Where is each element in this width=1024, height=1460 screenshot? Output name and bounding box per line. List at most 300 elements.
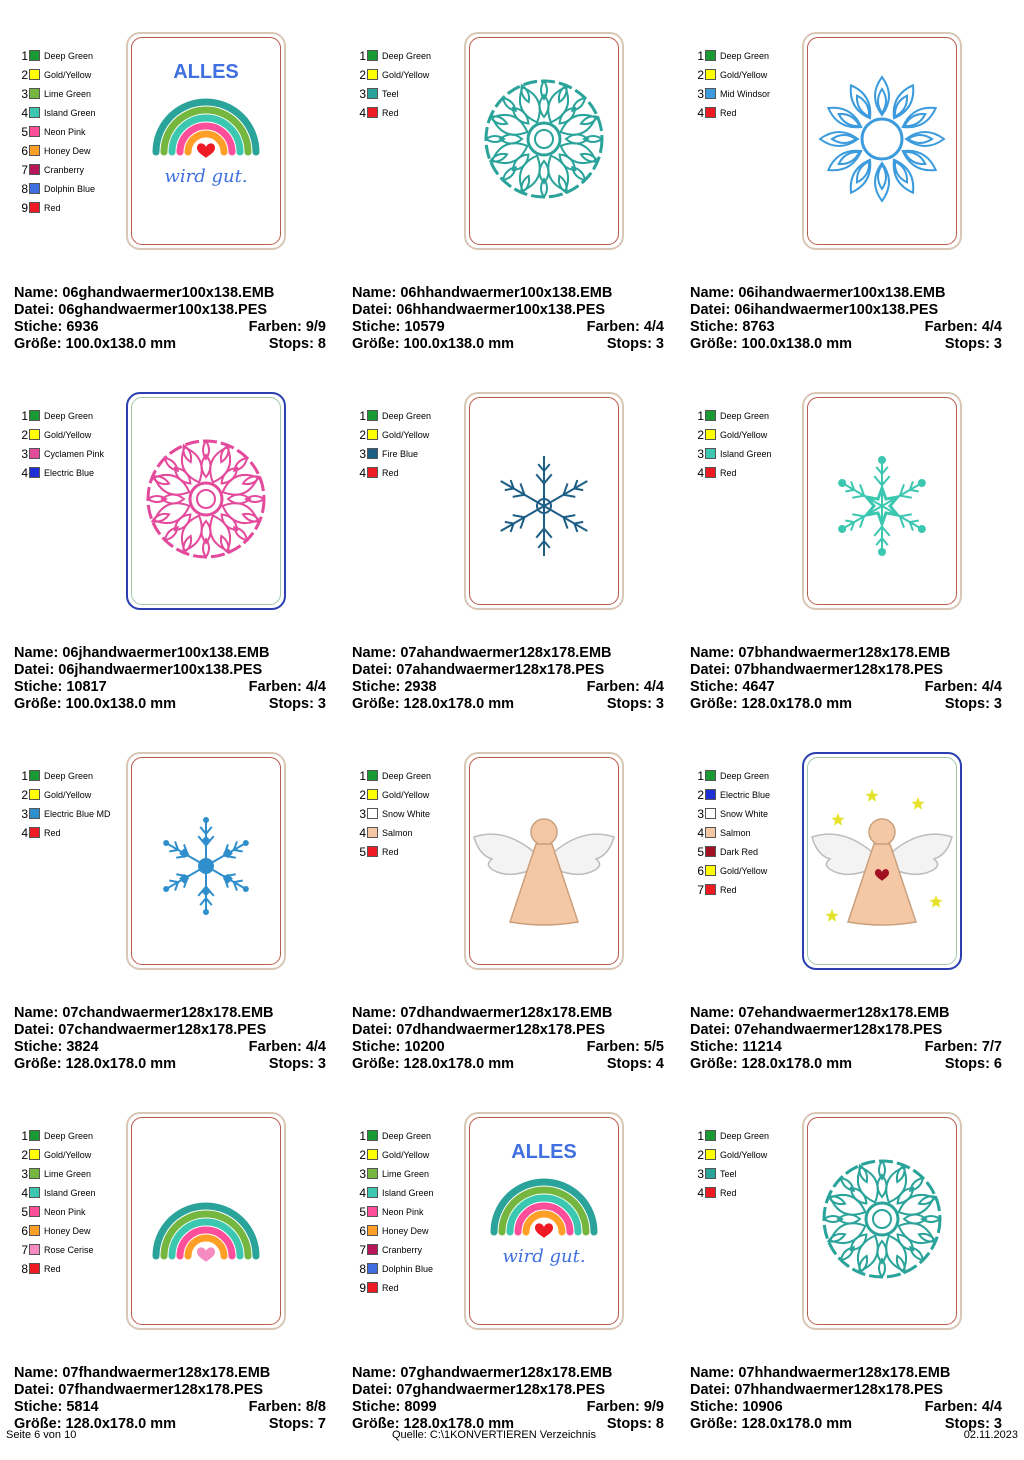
stitch-count: 10817 [66, 679, 107, 695]
thread-row [696, 444, 806, 463]
thread-swatch [705, 846, 716, 857]
thread-swatch [705, 69, 716, 80]
design-preview [464, 1112, 624, 1330]
stops-label: Stops: [606, 1056, 652, 1072]
info-line [14, 1365, 326, 1382]
thread-name: Gold/Yellow [44, 789, 92, 800]
info-left [352, 1056, 514, 1073]
thread-row [358, 1240, 468, 1259]
thread-name: Lime Green [382, 1168, 430, 1179]
design-file: 07chandwaermer128x178.PES [58, 1022, 267, 1038]
thread-row [358, 823, 468, 842]
info-left [14, 1005, 274, 1022]
colors-label: Farben: [586, 1039, 640, 1055]
thread-swatch [29, 448, 40, 459]
thread-row [358, 406, 468, 425]
design-card [338, 380, 676, 740]
thread-name: Red [44, 202, 61, 213]
thread-row [358, 1183, 468, 1202]
info-line [14, 696, 326, 713]
info-left [352, 1382, 605, 1399]
info-line [690, 1399, 1002, 1416]
thread-row [20, 122, 130, 141]
thread-name: Deep Green [44, 770, 94, 781]
design-size: 100.0x138.0 mm [403, 336, 514, 352]
thread-swatch [29, 1130, 40, 1141]
thread-name: Cranberry [382, 1244, 423, 1255]
thread-name: Gold/Yellow [720, 429, 768, 440]
thread-swatch [367, 1187, 378, 1198]
thread-swatch [29, 808, 40, 819]
info-line [690, 285, 1002, 302]
thread-swatch [29, 126, 40, 137]
embroidery-preview [466, 394, 622, 608]
info-left [14, 1399, 99, 1416]
design-preview [802, 1112, 962, 1330]
thread-swatch [705, 770, 716, 781]
stitches-label: Stiche: [690, 679, 739, 695]
stitch-count: 5814 [66, 1399, 99, 1415]
info-line [690, 696, 1002, 713]
thread-swatch [29, 88, 40, 99]
info-line [352, 662, 664, 679]
design-preview [802, 32, 962, 250]
stitches-label: Stiche: [352, 1039, 401, 1055]
size-label: Größe: [690, 1056, 738, 1072]
name-label: Name: [352, 285, 397, 301]
design-preview [126, 752, 286, 970]
stitch-count: 8099 [404, 1399, 437, 1415]
file-label: Datei: [352, 302, 393, 318]
design-card [0, 740, 338, 1100]
thread-swatch [29, 183, 40, 194]
design-size: 100.0x138.0 mm [65, 696, 176, 712]
thread-swatch [29, 827, 40, 838]
thread-number: 4 [21, 825, 28, 840]
thread-swatch [29, 145, 40, 156]
file-label: Datei: [352, 1022, 393, 1038]
info-left [14, 1365, 270, 1382]
info-line [690, 1022, 1002, 1039]
info-line [352, 1382, 664, 1399]
thread-legend [358, 1126, 468, 1297]
stitch-count: 11214 [742, 1039, 782, 1055]
stitches-label: Stiche: [14, 319, 63, 335]
thread-row [20, 444, 130, 463]
thread-name: Dolphin Blue [44, 183, 96, 194]
thread-number: 4 [359, 1185, 366, 1200]
design-name: 06ihandwaermer100x138.EMB [738, 285, 946, 301]
thread-swatch [705, 808, 716, 819]
thread-swatch [29, 467, 40, 478]
info-line [14, 302, 326, 319]
angel-motif [812, 789, 952, 925]
motif-text-top: ALLES [511, 1141, 577, 1163]
design-info [690, 1005, 1002, 1073]
thread-number: 2 [359, 1147, 366, 1162]
info-line [690, 1382, 1002, 1399]
thread-row [20, 1126, 130, 1145]
info-line [690, 1039, 1002, 1056]
design-preview [126, 32, 286, 250]
file-label: Datei: [14, 1382, 55, 1398]
embroidery-preview [128, 34, 284, 248]
info-left [690, 302, 938, 319]
thread-row [20, 1145, 130, 1164]
thread-name: Red [720, 884, 737, 895]
thread-number: 3 [359, 86, 366, 101]
info-left [352, 1022, 605, 1039]
thread-number: 6 [697, 863, 704, 878]
colors-label: Farben: [586, 679, 640, 695]
stops-label: Stops: [606, 696, 652, 712]
thread-number: 4 [359, 105, 366, 120]
thread-row [696, 84, 806, 103]
thread-row [20, 198, 130, 217]
stop-count: 3 [317, 696, 326, 712]
design-info [14, 1365, 326, 1433]
design-card [676, 1100, 1014, 1460]
info-left [14, 1039, 99, 1056]
stops-label: Stops: [944, 1056, 990, 1072]
thread-name: Electric Blue [720, 789, 771, 800]
info-left [14, 285, 274, 302]
info-left [352, 1039, 445, 1056]
thread-swatch [367, 1244, 378, 1255]
stitch-count: 2938 [404, 679, 437, 695]
name-label: Name: [14, 1005, 59, 1021]
thread-name: Red [382, 107, 399, 118]
info-line [14, 662, 326, 679]
name-label: Name: [352, 645, 397, 661]
color-count: 4/4 [981, 679, 1002, 695]
size-label: Größe: [352, 696, 400, 712]
thread-number: 1 [697, 48, 704, 63]
info-right [925, 1039, 1002, 1056]
thread-name: Deep Green [44, 1130, 94, 1141]
size-label: Größe: [690, 696, 738, 712]
design-file: 07hhandwaermer128x178.PES [734, 1382, 944, 1398]
info-line [690, 662, 1002, 679]
thread-swatch [705, 789, 716, 800]
design-info [14, 285, 326, 353]
thread-number: 4 [21, 465, 28, 480]
thread-number: 1 [697, 768, 704, 783]
thread-name: Island Green [44, 1187, 96, 1198]
thread-number: 2 [697, 67, 704, 82]
design-card [676, 380, 1014, 740]
thread-number: 7 [21, 1242, 28, 1257]
name-label: Name: [14, 1365, 59, 1381]
file-label: Datei: [690, 1382, 731, 1398]
thread-number: 2 [359, 427, 366, 442]
thread-row [20, 766, 130, 785]
design-size: 128.0x178.0 mm [403, 1416, 514, 1432]
thread-name: Rose Cerise [44, 1244, 94, 1255]
color-count: 4/4 [643, 679, 664, 695]
thread-row [20, 463, 130, 482]
thread-number: 7 [359, 1242, 366, 1257]
thread-swatch [29, 202, 40, 213]
thread-row [358, 425, 468, 444]
info-line [14, 1005, 326, 1022]
thread-swatch [367, 50, 378, 61]
info-right [587, 1039, 664, 1056]
info-left [690, 679, 775, 696]
info-line [352, 1005, 664, 1022]
thread-swatch [29, 1225, 40, 1236]
design-size: 100.0x138.0 mm [65, 336, 176, 352]
thread-number: 4 [697, 465, 704, 480]
thread-legend [20, 46, 130, 217]
info-line [352, 319, 664, 336]
thread-name: Deep Green [720, 410, 770, 421]
design-card [0, 1100, 338, 1460]
info-right [269, 336, 326, 353]
thread-row [696, 463, 806, 482]
thread-number: 4 [21, 1185, 28, 1200]
design-name: 07hhandwaermer128x178.EMB [738, 1365, 951, 1381]
thread-row [358, 1278, 468, 1297]
thread-number: 2 [359, 67, 366, 82]
thread-number: 4 [697, 825, 704, 840]
design-info [14, 1005, 326, 1073]
thread-name: Red [720, 107, 737, 118]
thread-swatch [367, 448, 378, 459]
thread-name: Gold/Yellow [382, 1149, 430, 1160]
design-file: 07ehandwaermer128x178.PES [734, 1022, 943, 1038]
thread-swatch [705, 467, 716, 478]
thread-name: Lime Green [44, 1168, 92, 1179]
design-file: 07fhandwaermer128x178.PES [58, 1382, 264, 1398]
design-file: 06ghandwaermer100x138.PES [58, 302, 268, 318]
mandala-motif [486, 81, 602, 197]
thread-row [358, 766, 468, 785]
info-left [352, 696, 514, 713]
thread-swatch [705, 1168, 716, 1179]
thread-number: 1 [21, 408, 28, 423]
info-left [14, 302, 267, 319]
design-preview [464, 752, 624, 970]
thread-number: 9 [21, 200, 28, 215]
star-icon [911, 797, 924, 810]
mandala-motif [148, 441, 264, 557]
thread-name: Cyclamen Pink [44, 448, 105, 459]
colors-label: Farben: [586, 319, 640, 335]
stops-label: Stops: [944, 1416, 990, 1432]
info-left [352, 662, 604, 679]
thread-row [358, 463, 468, 482]
thread-row [20, 103, 130, 122]
design-file: 07bhandwaermer128x178.PES [734, 662, 944, 678]
info-line [14, 336, 326, 353]
thread-name: Deep Green [382, 410, 432, 421]
info-right [925, 319, 1002, 336]
thread-name: Red [44, 827, 61, 838]
info-left [690, 1056, 852, 1073]
design-card [338, 740, 676, 1100]
color-count: 8/8 [305, 1399, 326, 1415]
stop-count: 6 [993, 1056, 1002, 1072]
thread-row [696, 766, 806, 785]
thread-row [696, 1164, 806, 1183]
info-left [14, 662, 262, 679]
thread-swatch [367, 1168, 378, 1179]
info-left [690, 336, 852, 353]
info-line [690, 1005, 1002, 1022]
rainbow-motif [156, 1206, 256, 1262]
stitches-label: Stiche: [14, 1399, 63, 1415]
stitches-label: Stiche: [14, 679, 63, 695]
thread-swatch [705, 1187, 716, 1198]
thread-number: 5 [359, 1204, 366, 1219]
stop-count: 3 [993, 336, 1002, 352]
design-card [338, 1100, 676, 1460]
thread-row [358, 842, 468, 861]
info-left [352, 679, 437, 696]
design-info [352, 1005, 664, 1073]
thread-swatch [29, 1244, 40, 1255]
thread-name: Red [382, 846, 399, 857]
thread-number: 3 [359, 1166, 366, 1181]
stops-label: Stops: [268, 696, 314, 712]
thread-number: 4 [697, 105, 704, 120]
info-left [690, 1382, 943, 1399]
design-name: 07fhandwaermer128x178.EMB [62, 1365, 271, 1381]
thread-name: Teel [382, 88, 399, 99]
thread-swatch [367, 429, 378, 440]
snowflake-motif [838, 456, 926, 556]
thread-row [20, 823, 130, 842]
info-left [14, 696, 176, 713]
thread-name: Gold/Yellow [44, 69, 92, 80]
thread-swatch [29, 107, 40, 118]
thread-row [358, 1145, 468, 1164]
thread-name: Lime Green [44, 88, 92, 99]
thread-swatch [705, 865, 716, 876]
thread-number: 1 [359, 768, 366, 783]
info-right [587, 1399, 664, 1416]
thread-number: 2 [21, 427, 28, 442]
design-size: 128.0x178.0 mm [403, 696, 514, 712]
embroidery-preview [128, 1114, 284, 1328]
thread-name: Fire Blue [382, 448, 419, 459]
thread-row [20, 1183, 130, 1202]
thread-swatch [705, 827, 716, 838]
info-left [14, 336, 176, 353]
info-left [690, 696, 852, 713]
thread-number: 2 [697, 427, 704, 442]
stop-count: 4 [655, 1056, 664, 1072]
embroidery-preview [466, 754, 622, 968]
size-label: Größe: [352, 1416, 400, 1432]
info-line [14, 1399, 326, 1416]
thread-number: 1 [359, 48, 366, 63]
info-line [690, 302, 1002, 319]
thread-number: 7 [21, 162, 28, 177]
name-label: Name: [690, 285, 735, 301]
thread-number: 1 [21, 48, 28, 63]
thread-row [696, 1183, 806, 1202]
embroidery-preview [804, 394, 960, 608]
thread-number: 1 [697, 408, 704, 423]
info-line [352, 1399, 664, 1416]
thread-name: Red [720, 467, 737, 478]
thread-number: 6 [21, 1223, 28, 1238]
color-count: 9/9 [643, 1399, 664, 1415]
motif-text-top: ALLES [173, 61, 239, 83]
thread-row [696, 880, 806, 899]
thread-row [20, 84, 130, 103]
size-label: Größe: [352, 1056, 400, 1072]
info-line [690, 679, 1002, 696]
info-right [607, 1056, 664, 1073]
info-line [14, 1039, 326, 1056]
color-count: 9/9 [305, 319, 326, 335]
info-right [249, 679, 326, 696]
thread-swatch [705, 1149, 716, 1160]
thread-swatch [705, 1130, 716, 1141]
design-size: 100.0x138.0 mm [741, 336, 852, 352]
print-date: 02.11.2023 [963, 1429, 1018, 1441]
star-icon [865, 789, 878, 802]
thread-name: Deep Green [720, 770, 770, 781]
colors-label: Farben: [924, 1039, 978, 1055]
info-line [690, 319, 1002, 336]
snowflake-motif [501, 456, 588, 556]
info-right [587, 679, 664, 696]
thread-number: 1 [359, 408, 366, 423]
stop-count: 8 [655, 1416, 664, 1432]
thread-name: Deep Green [44, 410, 94, 421]
info-line [352, 645, 664, 662]
info-line [352, 1039, 664, 1056]
stop-count: 8 [317, 336, 326, 352]
design-preview [126, 392, 286, 610]
design-name: 07ahandwaermer128x178.EMB [400, 645, 612, 661]
design-size: 128.0x178.0 mm [403, 1056, 514, 1072]
info-left [352, 336, 514, 353]
thread-swatch [29, 1149, 40, 1160]
thread-swatch [367, 846, 378, 857]
thread-row [696, 785, 806, 804]
design-info [352, 1365, 664, 1433]
info-right [269, 1056, 326, 1073]
file-label: Datei: [14, 662, 55, 678]
thread-number: 2 [21, 1147, 28, 1162]
design-name: 06jhandwaermer100x138.EMB [62, 645, 270, 661]
design-size: 128.0x178.0 mm [741, 1056, 852, 1072]
thread-number: 9 [359, 1280, 366, 1295]
name-label: Name: [690, 1005, 735, 1021]
thread-name: Island Green [720, 448, 772, 459]
name-label: Name: [690, 645, 735, 661]
thread-name: Gold/Yellow [44, 429, 92, 440]
design-info [690, 1365, 1002, 1433]
name-label: Name: [352, 1365, 397, 1381]
thread-number: 4 [21, 105, 28, 120]
thread-number: 3 [359, 446, 366, 461]
thread-name: Island Green [44, 107, 96, 118]
thread-number: 6 [21, 143, 28, 158]
thread-row [358, 1259, 468, 1278]
thread-row [20, 141, 130, 160]
info-line [14, 645, 326, 662]
thread-row [20, 179, 130, 198]
thread-swatch [367, 789, 378, 800]
thread-row [696, 406, 806, 425]
colors-label: Farben: [586, 1399, 640, 1415]
